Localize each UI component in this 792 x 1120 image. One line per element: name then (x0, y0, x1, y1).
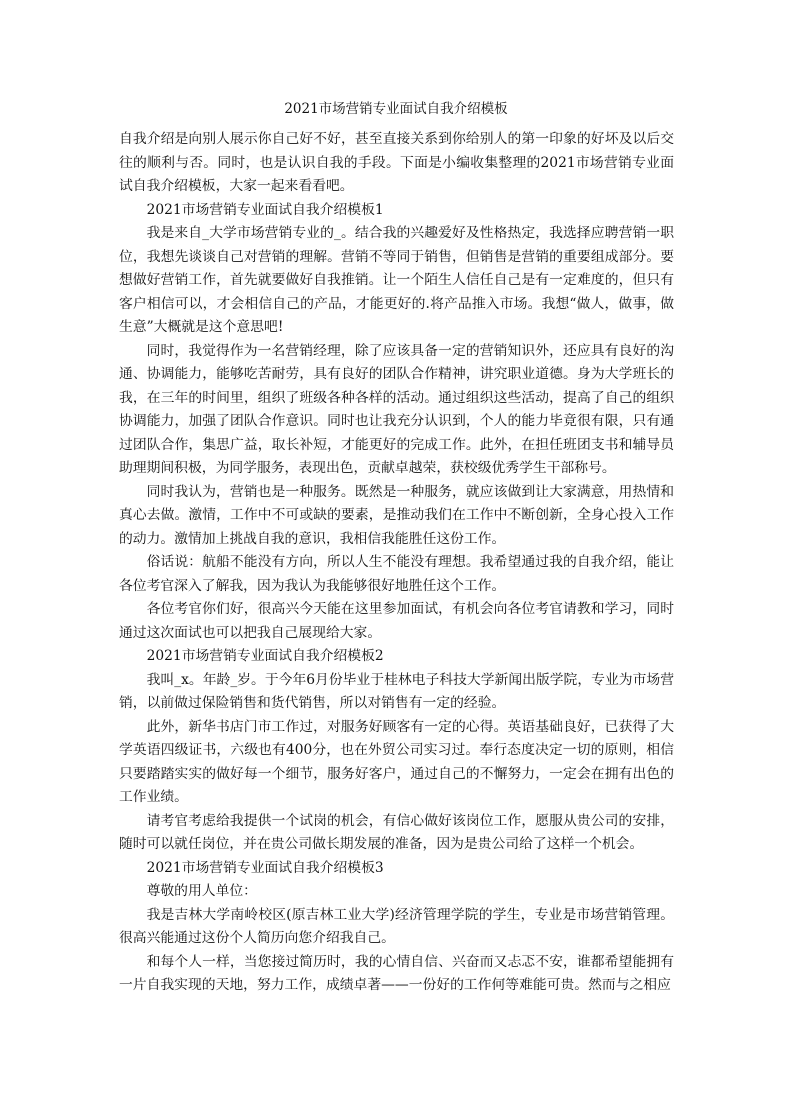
document-body (119, 128, 674, 998)
body-paragraph: 我叫_x。年龄_岁。于今年6月份毕业于桂林电子科技大学新闻出版学院，专业为市场营销，以前做过保险销售和货代销售，所以对销售有一定的经验。 (119, 671, 674, 711)
section-heading-2: 2021市场营销专业面试自我介绍模板2 (146, 648, 384, 664)
intro-paragraph: 自我介绍是向别人展示你自己好不好，甚至直接关系到你给别人的第一印象的好坏及以后交往的顺利与否。同时，也是认识自我的手段。下面是小编收集整理的2021市场营销专业面试自我介绍模板，大家一起来看看吧。 (119, 131, 674, 194)
section-heading-3: 2021市场营销专业面试自我介绍模板3 (146, 859, 384, 876)
salutation: 尊敬的用人单位： (146, 883, 257, 899)
document-title: 2021市场营销专业面试自我介绍模板 (284, 101, 508, 117)
body-paragraph: 俗话说：航船不能没有方向，所以人生不能没有理想。我希望通过我的自我介绍，能让各位考官深入了解我，因为我认为我能够很好地胜任这个工作。 (119, 554, 674, 594)
body-paragraph: 我是吉林大学南岭校区(原吉林工业大学)经济管理学院的学生，专业是市场营销管理。很高兴能通过这份个人简历向您介绍我自己。 (119, 906, 674, 946)
body-paragraph: 此外，新华书店门市工作过，对服务好顾客有一定的心得。英语基础良好，已获得了大学英语四级证书，六级也有400分，也在外贸公司实习过。奉行态度决定一切的原则，相信只要踏踏实实的做好每一个细节，服务好客户，通过自己的不懈努力，一定会在拥有出色的工作业绩。 (119, 718, 674, 805)
body-paragraph: 同时我认为，营销也是一种服务。既然是一种服务，就应该做到让大家满意，用热情和真心去做。激情，工作中不可或缺的要素，是推动我们在工作中不断创新，全身心投入工作的动力。激情加上挑战自我的意识，我相信我能胜任这份工作。 (119, 483, 674, 547)
section-heading-1: 2021市场营销专业面试自我介绍模板1 (146, 201, 384, 218)
body-paragraph: 我是来自_大学市场营销专业的_。结合我的兴趣爱好及性格热定，我选择应聘营销一职位，我想先谈谈自己对营销的理解。营销不等同于销售，但销售是营销的重要组成部分。要想做好营销工作，首先就要做好自我推销。让一个陌生人信任自己是有一定难度的，但只有客户相信可以，才会相信自己的产品，才能更好的.将产品推入市场。我想“做人，做事，做生意”大概就是这个意思吧! (119, 225, 674, 335)
body-paragraph: 各位考官你们好，很高兴今天能在这里参加面试，有机会向各位考官请教和学习，同时通过这次面试也可以把我自己展现给大家。 (119, 601, 674, 641)
body-paragraph: 同时，我觉得作为一名营销经理，除了应该具备一定的营销知识外，还应具有良好的沟通、协调能力，能够吃苦耐劳，具有良好的团队合作精神，讲究职业道德。身为大学班长的我，在三年的时间里，组织了班级各种各样的活动。通过组织这些活动，提高了自己的组织协调能力，加强了团队合作意识。同时也让我充分认识到，个人的能力毕竟很有限，只有通过团队合作，集思广益，取长补短，才能更好的完成工作。此外，在担任班团支书和辅导员助理期间积极，为同学服务，表现出色，贡献卓越荣，获校级优秀学生干部称号。 (119, 342, 674, 476)
body-paragraph: 请考官考虑给我提供一个试岗的机会，有信心做好该岗位工作，愿服从贵公司的安排，随时可以就任岗位，并在贵公司做长期发展的准备，因为是贵公司给了这样一个机会。 (119, 812, 674, 852)
body-paragraph: 和每个人一样，当您接过简历时，我的心情自信、兴奋而又忐忑不安，谁都希望能拥有一片自我实现的天地，努力工作，成绩卓著——一份好的工作何等难能可贵。然而与之相应 (119, 953, 674, 993)
